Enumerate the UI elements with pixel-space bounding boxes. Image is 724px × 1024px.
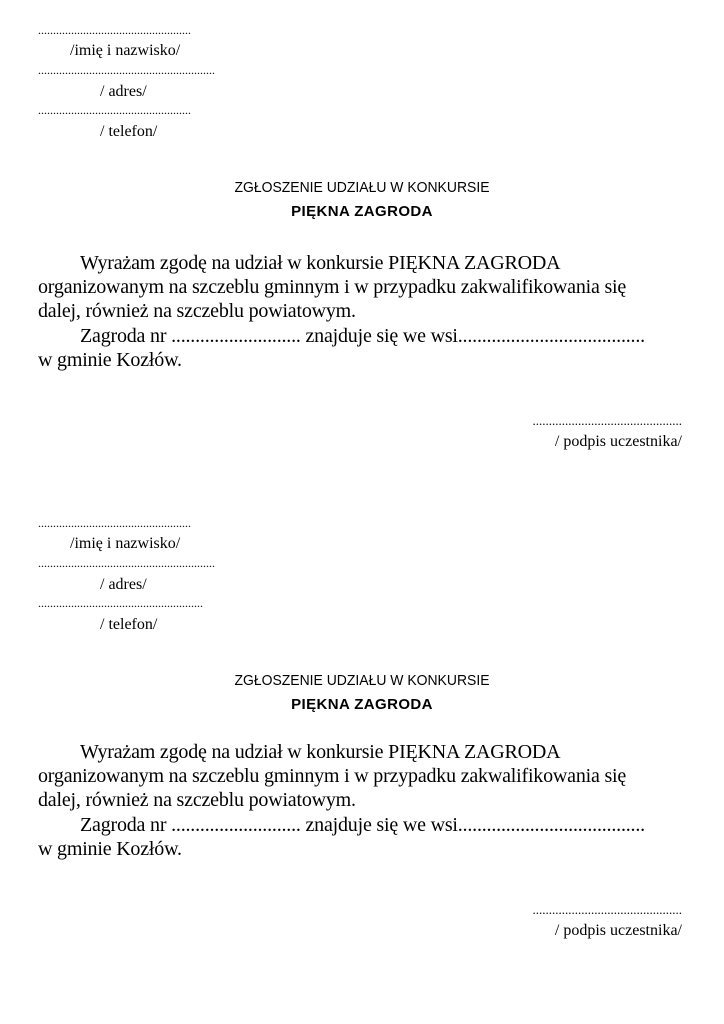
phone-label: / telefon/ [100, 123, 158, 140]
commune-line: w gminie Kozłów. [38, 349, 182, 371]
consent-line-3: dalej, również na szczeblu powiatowym. [38, 300, 356, 322]
signature-dotted-line: .............................................. [532, 902, 682, 917]
application-form-2 [0, 493, 724, 988]
contest-name: PIĘKNA ZAGRODA [291, 696, 433, 713]
address-dotted-line: ........................................................... [38, 63, 215, 77]
signature-dotted-line: .............................................. [532, 413, 682, 428]
address-label: / adres/ [100, 83, 147, 100]
consent-line-1: Wyrażam zgodę na udział w konkursie PIĘKNA ZAGRODA [80, 252, 561, 274]
phone-label: / telefon/ [100, 616, 158, 633]
phone-dotted-line: ....................................................... [38, 596, 203, 610]
commune-line: w gminie Kozłów. [38, 838, 182, 860]
application-form-1 [0, 0, 724, 495]
signature-label: / podpis uczestnika/ [554, 922, 682, 939]
consent-line-3: dalej, również na szczeblu powiatowym. [38, 789, 356, 811]
consent-line-2: organizowanym na szczeblu gminnym i w przypadku zakwalifikowania się [38, 276, 627, 298]
name-label: /imię i nazwisko/ [70, 42, 181, 59]
name-dotted-line: ................................................... [38, 23, 191, 37]
consent-line-1: Wyrażam zgodę na udział w konkursie PIĘKNA ZAGRODA [80, 741, 561, 763]
farm-location-line: Zagroda nr ........................... znajduje się we wsi....................................... [80, 814, 645, 836]
farm-location-line: Zagroda nr ........................... znajduje się we wsi....................................... [80, 325, 645, 347]
form-title: ZGŁOSZENIE UDZIAŁU W KONKURSIE [234, 672, 490, 689]
form-title: ZGŁOSZENIE UDZIAŁU W KONKURSIE [234, 179, 490, 196]
address-label: / adres/ [100, 576, 147, 593]
name-dotted-line: ................................................... [38, 516, 191, 530]
contest-name: PIĘKNA ZAGRODA [291, 203, 433, 220]
consent-line-2: organizowanym na szczeblu gminnym i w przypadku zakwalifikowania się [38, 765, 627, 787]
phone-dotted-line: ................................................... [38, 103, 191, 117]
address-dotted-line: ........................................................... [38, 556, 215, 570]
signature-label: / podpis uczestnika/ [554, 433, 682, 450]
name-label: /imię i nazwisko/ [70, 535, 181, 552]
